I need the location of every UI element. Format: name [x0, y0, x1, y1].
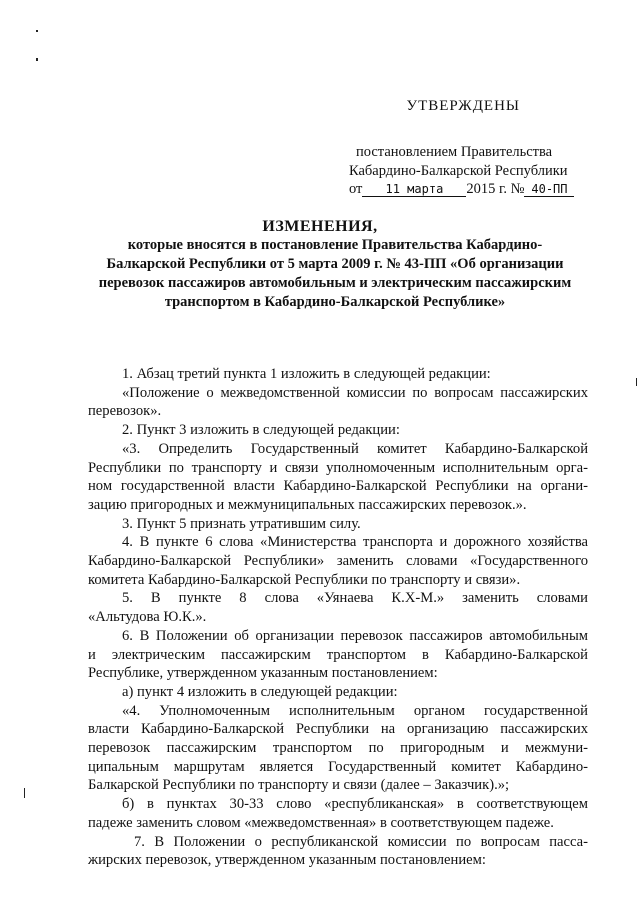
approved-heading: УТВЕРЖДЕНЫ: [406, 98, 520, 114]
body-line: 5. В пункте 8 слова «Уянаева К.Х-М.» заменить словами: [122, 590, 588, 607]
body-line: Республики по транспорту и связи уполномоченным исполнительным орга-: [88, 459, 588, 476]
date-field: 11 марта: [362, 182, 466, 197]
body-line: 1. Абзац третий пункта 1 изложить в следующей редакции:: [122, 366, 491, 382]
body-line: жирских перевозок, утвержденном указанным постановлением:: [88, 852, 486, 869]
body-line: падеже заменить словом «межведомственная» в соответствующем падеже.: [88, 814, 554, 831]
body-line: б) в пунктах 30-33 слово «республиканская» в соответствующем: [122, 796, 588, 813]
document-subtitle: [70, 236, 600, 312]
subtitle-line: Балкарской Республики от 5 марта 2009 г. № 43-ПП «Об организации: [106, 256, 564, 272]
body-line: Балкарской Республики по транспорту и связи (далее – Заказчик).»;: [88, 777, 510, 794]
document-title: ИЗМЕНЕНИЯ,: [262, 218, 378, 235]
subtitle-line: которые вносятся в постановление Правительства Кабардино-: [127, 237, 543, 253]
body-line: перевозок».: [88, 403, 162, 420]
body-line: «Альтудова Ю.К.».: [88, 609, 207, 626]
resolution-line: постановлением Правительства: [356, 144, 553, 160]
scan-mark: [636, 378, 637, 386]
body-line: и электрическим пассажирским транспортом в Кабардино-Балкарской: [88, 646, 588, 663]
body-line: Республике, утвержденном указанным постановлением:: [88, 665, 438, 682]
body-line: ном государственной власти Кабардино-Балкарской Республики на органи-: [88, 478, 588, 495]
body-line: власти Кабардино-Балкарской Республики на организацию пассажирских: [88, 721, 588, 738]
body-line: комитета Кабардино-Балкарской Республики по транспорту и связи».: [88, 571, 521, 588]
body-line: «4. Уполномоченным исполнительным органом государственной: [122, 702, 588, 719]
body-line: 6. В Положении об организации перевозок пассажиров автомобильным: [122, 627, 588, 644]
number-field: 40-ПП: [524, 182, 574, 197]
scan-mark: [36, 30, 38, 32]
body-line: «Положение о межведомственной комиссии по вопросам пассажирских: [122, 384, 588, 401]
date-prefix: от: [349, 181, 363, 197]
resolution-date-line: [349, 180, 574, 199]
scan-mark: [36, 58, 38, 61]
body-line: Кабардино-Балкарской Республики» заменить словами «Государственного: [88, 553, 588, 570]
body-line: перевозок пассажирским транспортом по пригородным и межмуни-: [88, 740, 588, 757]
body-line: зацию пригородных и межмуниципальных пассажирских перевозок.».: [88, 496, 527, 513]
body-line: «3. Определить Государственный комитет Кабардино-Балкарской: [122, 440, 588, 457]
scan-mark: [24, 788, 25, 798]
body-line: 3. Пункт 5 признать утратившим силу.: [122, 515, 361, 532]
body-line: а) пункт 4 изложить в следующей редакции:: [122, 683, 398, 700]
year-text: 2015 г. №: [466, 181, 525, 197]
subtitle-line: перевозок пассажиров автомобильным и электрическим пассажирским: [98, 275, 572, 291]
body-line: 4. В пункте 6 слова «Министерства транспорта и дорожного хозяйства: [122, 534, 588, 551]
body-line: 7. В Положении о республиканской комиссии по вопросам пасса-: [134, 833, 588, 850]
document-body: [88, 365, 588, 870]
body-line: 2. Пункт 3 изложить в следующей редакции:: [122, 422, 400, 439]
subtitle-line: транспортом в Кабардино-Балкарской Республике»: [164, 294, 506, 310]
body-line: ципальным маршрутам является Государственный комитет Кабардино-: [88, 758, 588, 775]
resolution-line: Кабардино-Балкарской Республики: [349, 163, 568, 179]
